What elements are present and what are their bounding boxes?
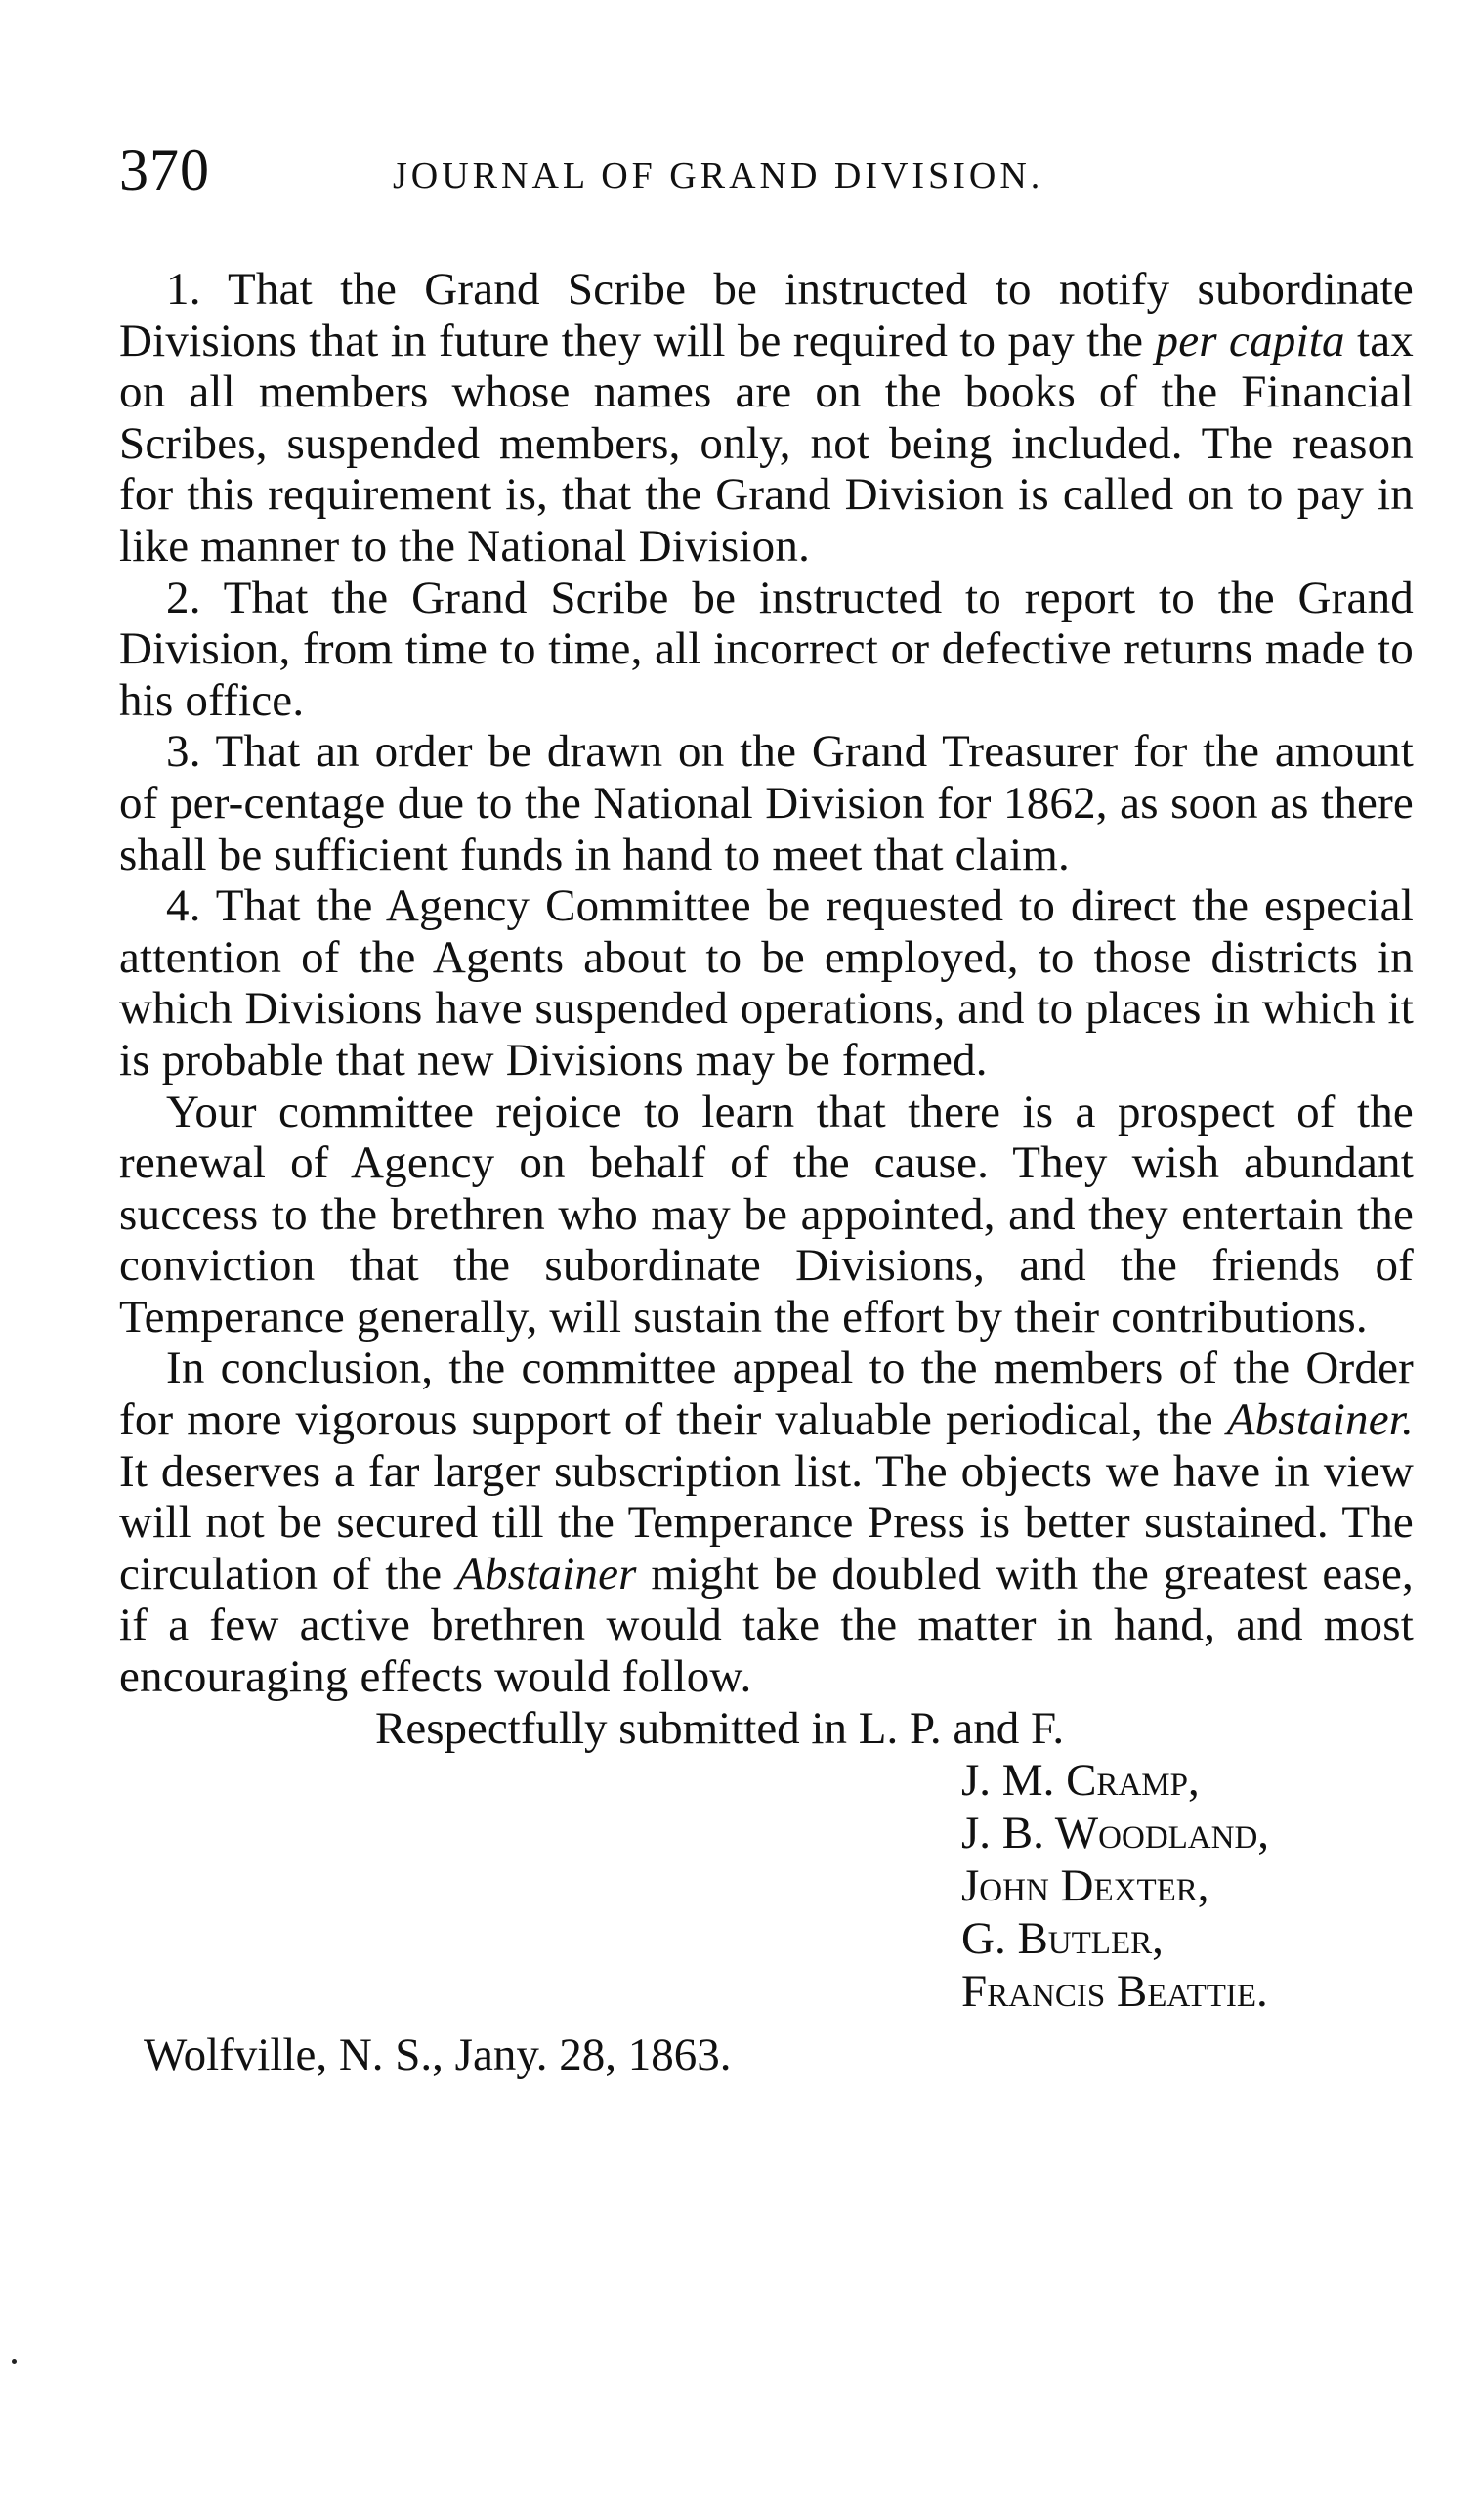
page-header (119, 137, 1414, 225)
running-head: JOURNAL OF GRAND DIVISION. (393, 155, 1044, 196)
signature-list (961, 1754, 1414, 2018)
paragraph-text: In conclusion, the committee appeal to the members of the Order for more vigorous support of their valuable periodical, the (119, 1343, 1414, 1446)
paragraph-text: tax on all members whose names are on the books of the Financial Scribes, suspended members, only, not being included. The reason for this requirement is, that the Grand Division is called on to pay in like manner to the National Division. (119, 315, 1414, 572)
closing-line: Respectfully submitted in L. P. and F. (375, 1702, 1065, 1754)
document-page (119, 137, 1414, 2080)
paragraph-conclusion (119, 1343, 1414, 1702)
italic-periodical-name: Abstainer (456, 1548, 637, 1600)
italic-periodical-name: Abstainer. (1226, 1394, 1414, 1446)
signature: John Dexter, (961, 1860, 1209, 1912)
page-number: 370 (119, 138, 210, 202)
paragraph-text: 1. That the Grand Scribe be instructed to notify subordinate Divisions that in future they will be required to pay the (119, 264, 1414, 366)
paragraph-text: It deserves a far larger subscription list. The objects we have in view will not be secured till the Temperance Press is better sustained. The circulation of the (119, 1445, 1414, 1600)
print-speck (12, 2359, 17, 2364)
italic-term: per capita (1155, 315, 1345, 366)
body-text (119, 264, 1414, 1703)
paragraph-resolution-2: 2. That the Grand Scribe be instructed to report to the Grand Division, from time to time, all incorrect or defective returns made to his office. (119, 572, 1414, 726)
closing-block (119, 1703, 1414, 2081)
signature: G. Butler, (961, 1913, 1164, 1965)
paragraph-resolution-4: 4. That the Agency Committee be requested to direct the especial attention of the Agents about to be employed, to those districts in which Divisions have suspended operations, and to places in which it is probable that new Divisions may be formed. (119, 880, 1414, 1086)
paragraph-agency: Your committee rejoice to learn that there is a prospect of the renewal of Agency on behalf of the cause. They wish abundant success to the brethren who may be appointed, and they entertain the conviction that the subordinate Divisions, and the friends of Temperance generally, will sustain the effort by their contributions. (119, 1086, 1414, 1343)
signature: Francis Beattie. (961, 1966, 1268, 2018)
signature: J. M. Cramp, (961, 1755, 1200, 1807)
signature: J. B. Woodland, (961, 1808, 1270, 1859)
paragraph-resolution-3: 3. That an order be drawn on the Grand Treasurer for the amount of per-centage due to the National Division for 1862, as soon as there shall be sufficient funds in hand to meet that claim. (119, 726, 1414, 880)
paragraph-text: might be doubled with the greatest ease, if a few active brethren would take the matter in hand, and most encouraging effects would follow. (119, 1548, 1414, 1703)
paragraph-resolution-1 (119, 264, 1414, 573)
dateline: Wolfville, N. S., Jany. 28, 1863. (144, 2029, 732, 2081)
